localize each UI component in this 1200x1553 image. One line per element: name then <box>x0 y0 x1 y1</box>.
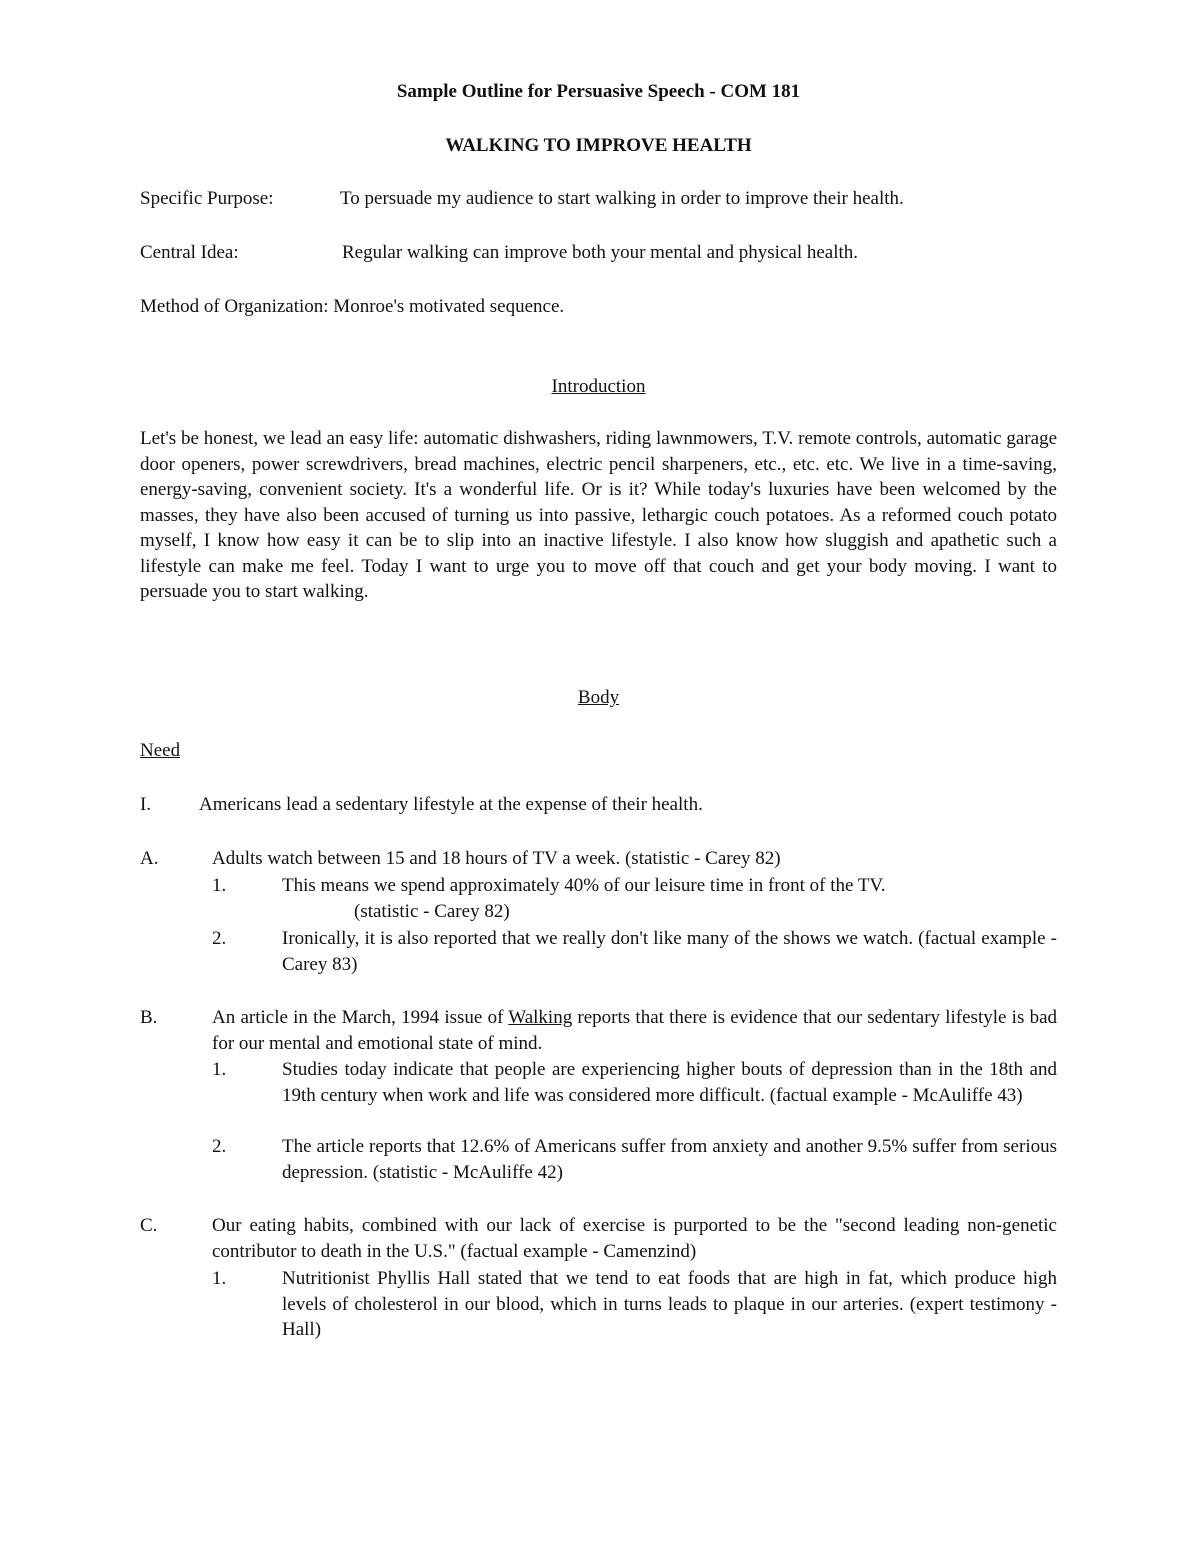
point-c1-text: Nutritionist Phyllis Hall stated that we tend to eat foods that are high in fat, which produce high levels of cholesterol in our blood, which in turns leads to plaque in our arteries. (expert testimony - Hall) <box>282 1268 1057 1340</box>
introduction-paragraph: Let's be honest, we lead an easy life: automatic dishwashers, riding lawnmowers, T.V. remote controls, automatic garage door openers, power screwdrivers, bread machines, electric pencil sharpeners, etc., etc. etc. We live in a time-saving, energy-saving, convenient society. It's a wonderful life. Or is it? While today's luxuries have been welcomed by the masses, they have also been accused of turning us into passive, lethargic couch potatoes. As a reformed couch potato myself, I know how easy it can be to slip into an inactive lifestyle. I also know how sluggish and apathetic such a lifestyle can make me feel. Today I want to urge you to move off that couch and get your body moving. I want to persuade you to start walking. <box>140 428 1057 602</box>
walking-magazine-title: Walking <box>508 1007 573 1028</box>
method-of-organization: Method of Organization: Monroe's motivated sequence. <box>140 296 565 317</box>
point-a1-marker: 1. <box>212 875 227 896</box>
central-idea-label: Central Idea: <box>140 242 239 263</box>
point-b-text-before: An article in the March, 1994 issue of <box>212 1007 509 1028</box>
point-a1-citation: (statistic - Carey 82) <box>354 901 510 922</box>
point-c1-marker: 1. <box>212 1268 227 1289</box>
point-b2-marker: 2. <box>212 1136 227 1157</box>
point-a2-text: Ironically, it is also reported that we really don't like many of the shows we watch. (factual example - Carey 83) <box>282 928 1057 975</box>
point-b1-text: Studies today indicate that people are experiencing higher bouts of depression than in the 18th and 19th century when work and life was considered more difficult. (factual example - McAuliffe 43) <box>282 1059 1057 1106</box>
point-b2-text: The article reports that 12.6% of Americans suffer from anxiety and another 9.5% suffer from serious depression. (statistic - McAuliffe 42) <box>282 1136 1057 1183</box>
point-a-text: Adults watch between 15 and 18 hours of TV a week. (statistic - Carey 82) <box>212 848 781 869</box>
point-c-marker: C. <box>140 1215 158 1236</box>
introduction-heading: Introduction <box>551 376 646 397</box>
body-heading: Body <box>577 687 620 708</box>
document-title: Sample Outline for Persuasive Speech - COM 181 <box>396 81 801 102</box>
speech-title: WALKING TO IMPROVE HEALTH <box>445 135 752 156</box>
purpose-value: To persuade my audience to start walking in order to improve their health. <box>340 188 904 209</box>
point-a2-marker: 2. <box>212 928 227 949</box>
point-b-marker: B. <box>140 1007 158 1028</box>
central-idea-value: Regular walking can improve both your mental and physical health. <box>342 242 859 263</box>
point-a1-text: This means we spend approximately 40% of our leisure time in front of the TV. <box>282 875 886 896</box>
purpose-label: Specific Purpose: <box>140 188 274 209</box>
need-subheading: Need <box>140 740 181 761</box>
point-c-text: Our eating habits, combined with our lack of exercise is purported to be the "second leading non-genetic contributor to death in the U.S." (factual example - Camenzind) <box>212 1215 1057 1262</box>
point-i-marker: I. <box>140 794 152 815</box>
point-b-text-after: reports that there is evidence that our sedentary lifestyle is bad for our mental and emotional state of mind. <box>212 1007 1057 1054</box>
point-a-marker: A. <box>140 848 159 869</box>
point-b-text <box>212 1005 1057 1056</box>
point-i-text: Americans lead a sedentary lifestyle at the expense of their health. <box>199 794 703 815</box>
point-b1-marker: 1. <box>212 1059 227 1080</box>
